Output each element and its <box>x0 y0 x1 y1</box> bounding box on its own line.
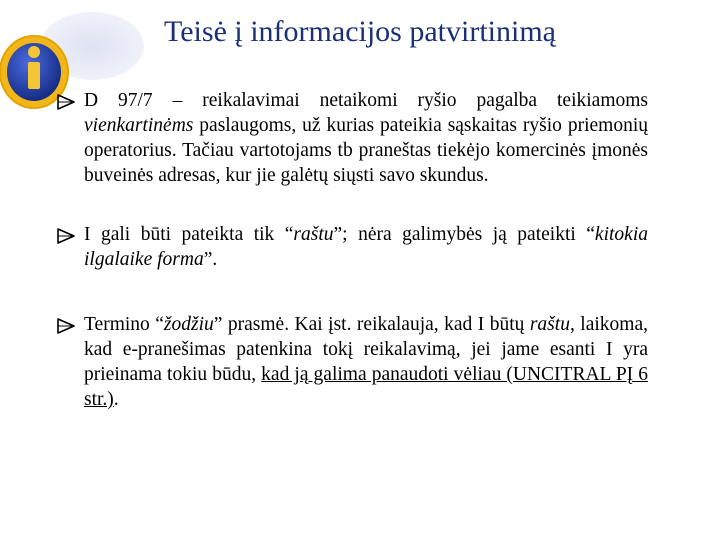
bullet-list <box>56 88 648 446</box>
item-text: paslaugoms, už kurias pateikia sąskaitas ryšio priemonių operatorius. Tačiau vartotojams tb praneštas tiekėjo komercinės įmonės buveinės adresas, kur jie galėtų siųsti savo skundus. <box>84 115 648 186</box>
item-italic-text: kitokia ilgalaike forma <box>84 224 648 270</box>
item-italic-text: raštu <box>293 224 334 245</box>
list-item <box>56 88 648 188</box>
slide-title: Teisė į informacijos patvirtinimą <box>164 15 556 48</box>
arrowhead-bullet-icon <box>56 93 76 111</box>
item-text: D 97/7 – reikalavimai netaikomi ryšio pagalba teikiamoms <box>84 90 648 111</box>
legal-reference-text: kad ją galima panaudoti vėliau (UNCITRAL PĮ 6 str.) <box>84 364 648 410</box>
list-item <box>56 312 648 412</box>
item-text: ”; nėra galimybės ją pateikti “ <box>333 224 595 245</box>
item-text: . <box>113 389 119 410</box>
item-italic-text: raštu <box>529 314 570 335</box>
list-item <box>56 222 648 272</box>
item-text: ”. <box>203 249 218 270</box>
item-text: ” prasmė. Kai įst. reikalauja, kad I būtų <box>213 314 530 335</box>
item-italic-text: vienkartinėms <box>84 115 194 136</box>
arrowhead-bullet-icon <box>56 317 76 335</box>
item-text: Termino “ <box>84 314 164 335</box>
arrowhead-bullet-icon <box>56 227 76 245</box>
item-italic-text: žodžiu <box>163 314 214 335</box>
item-text: I gali būti pateikta tik “ <box>84 224 294 245</box>
item-text: , laikoma, kad e-pranešimas patenkina tokį reikalavimą, jei jame esanti I yra prieinama tokiu būdu, <box>84 314 648 385</box>
